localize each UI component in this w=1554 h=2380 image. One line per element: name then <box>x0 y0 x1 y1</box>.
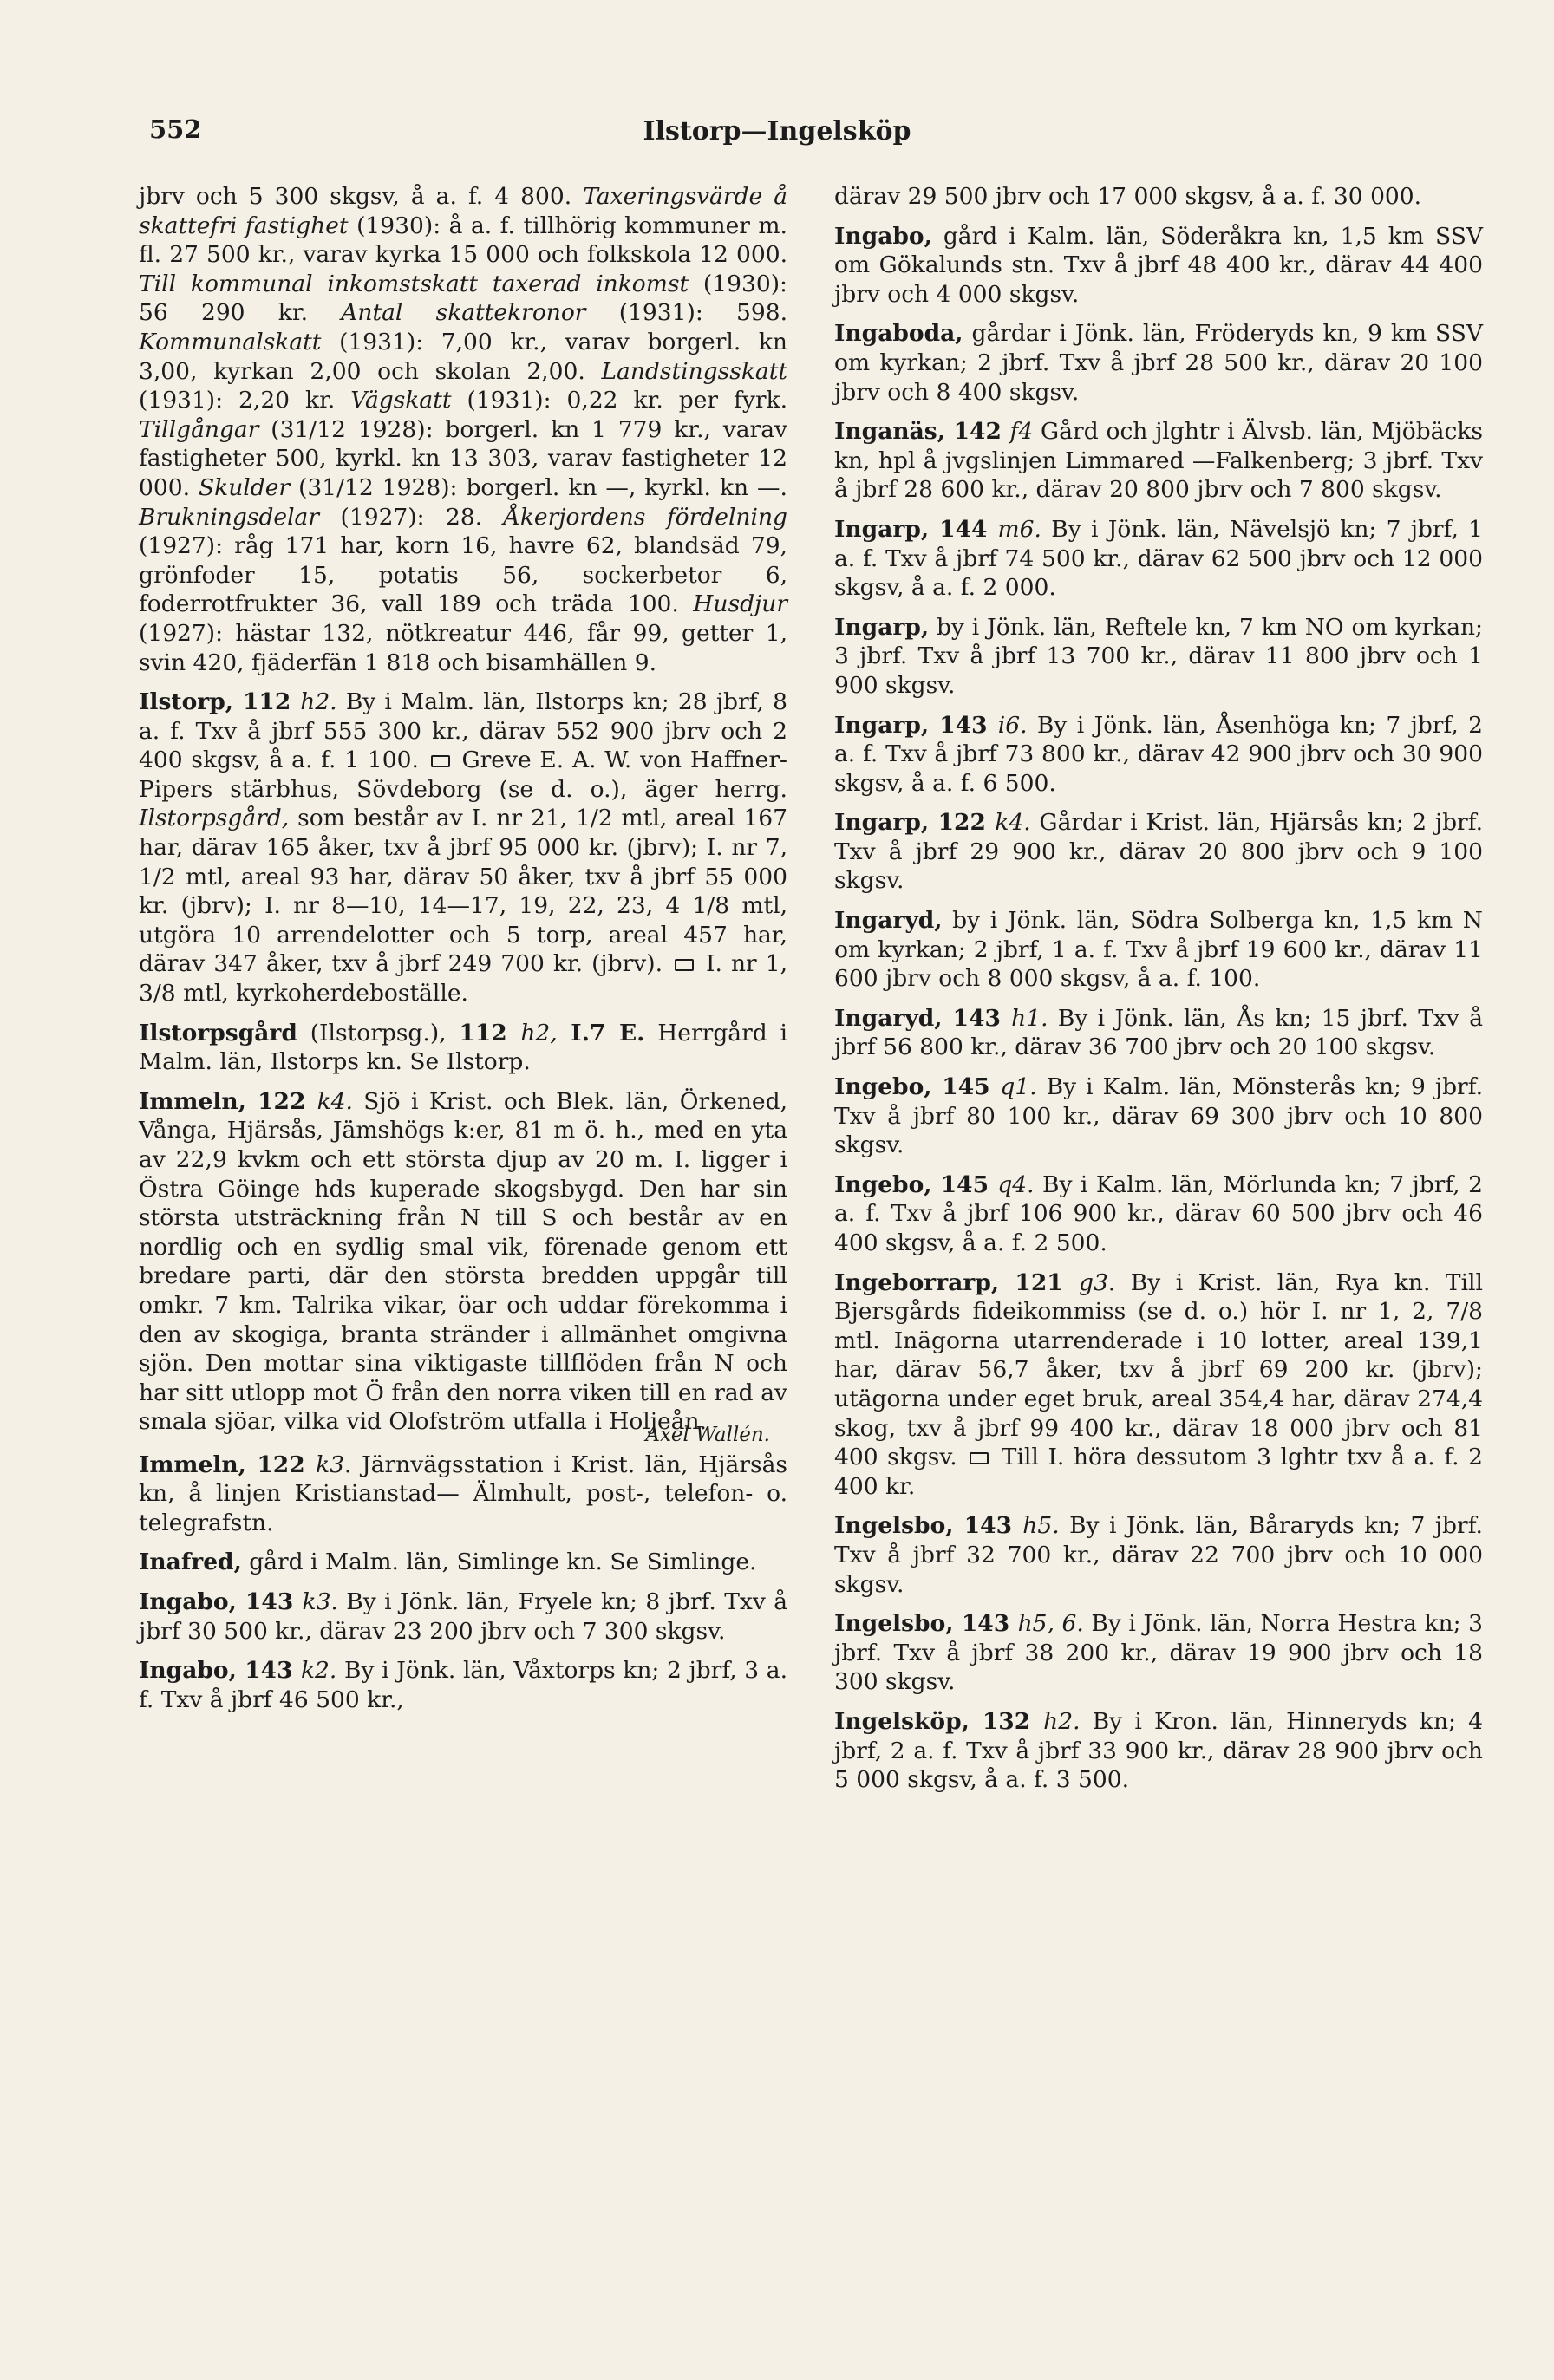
entry-headword: Ingelsbo, 143 <box>834 1512 1023 1540</box>
entry-headword: Ingarp, <box>834 613 930 641</box>
entry-text: (31/12 1928): borgerl. kn 1 779 kr., varav fastigheter 500, kyrkl. kn 13 303, varav fastigheter 12 000. <box>139 415 787 501</box>
entry-text: By i Malm. län, Ilstorps kn; 28 jbrf, 8 a. f. Txv å jbrf 555 300 kr., därav 552 900 jbrv och 2 400 skgsv, å a. f. 1 100. <box>139 688 787 774</box>
running-head: Ilstorp—Ingelsköp <box>643 116 911 147</box>
entry-italic-text: h2. <box>1043 1707 1081 1735</box>
entry-headword: Ingarp, 143 <box>834 711 998 739</box>
entry-text: gård i Kalm. län, Söderåkra kn, 1,5 km SSV om Gökalunds stn. Txv å jbrf 48 400 kr., därav 44 400 jbrv och 4 000 skgsv. <box>834 222 1483 308</box>
entry-headword: Immeln, 122 <box>139 1451 317 1478</box>
dictionary-entry <box>139 182 787 677</box>
entry-italic-text: f4 <box>1009 418 1034 446</box>
entry-text: By i Jönk. län, Fryele kn; 8 jbrf. Txv å jbrf 30 500 kr., därav 23 200 jbrv och 7 300 skgsv. <box>139 1588 788 1645</box>
entry-text: By i Jönk. län, Nävelsjö kn; 7 jbrf, 1 a. f. Txv å jbrf 74 500 kr., därav 62 500 jbrv och 12 000 skgsv, å a. f. 2 000. <box>834 515 1483 602</box>
dictionary-entry <box>834 1170 1483 1258</box>
entry-text: (1931): 0,22 kr. per fyrk. <box>451 387 787 414</box>
entry-text: Greve E. A. W. von Haffner-Pipers stärbhus, Sövdeborg (se d. o.), äger herrg. <box>139 747 787 803</box>
cross-reference-symbol-icon <box>970 1452 989 1464</box>
entry-italic-text: h1. <box>1011 1004 1048 1032</box>
entry-headword: Ilstorpsgård <box>139 1019 297 1047</box>
dictionary-entry <box>834 613 1483 701</box>
entry-italic-text: k2. <box>301 1657 337 1685</box>
dictionary-entry <box>834 1073 1483 1160</box>
entry-text: By i Jönk. län, Våxtorps kn; 2 jbrf, 3 a. f. Txv å jbrf 46 500 kr., <box>139 1657 787 1713</box>
entry-text: I. nr 1, 3/8 mtl, kyrkoherdeboställe. <box>139 950 787 1007</box>
entry-text: Sjö i Krist. och Blek. län, Örkened, Vånga, Hjärsås, Jämshögs k:er, 81 m ö. h., med en yta av 22,9 kvkm och ett största djup av 20 m. I. ligger i Östra Göinge hds kuperade skogsbygd. Den har sin största utsträckning från N till S och består av en nordlig och en sydlig smal vik, förenade genom ett bredare parti, där den största bredden uppgår till omkr. 7 km. Talrika vikar, öar och uddar förekomma i den av skogiga, branta stränder i allmänhet omgivna sjön. Den mottar sina viktigaste tillflöden från N och har sitt utlopp mot Ö från den norra viken till en rad av smala sjöar, vilka vid Olofström utfalla i Holjeån. <box>139 1087 787 1436</box>
dictionary-entry <box>834 1609 1483 1697</box>
entry-italic-text: g3. <box>1079 1268 1116 1296</box>
entry-text: (1930): 56 290 kr. <box>139 270 787 327</box>
entry-headword: Immeln, 122 <box>139 1087 317 1115</box>
dictionary-entry <box>139 1656 787 1714</box>
entry-text: By i Jönk. län, Åsenhöga kn; 7 jbrf, 2 a. f. Txv å jbrf 73 800 kr., därav 42 900 jbrv och 30 900 skgsv, å a. f. 6 500. <box>834 711 1483 797</box>
entry-text: jbrv och 5 300 skgsv, å a. f. 4 800. <box>139 183 584 210</box>
entry-text: Järnvägsstation i Krist. län, Hjärsås kn, å linjen Kristianstad— Älmhult, post-, telefon- o. telegrafstn. <box>139 1451 787 1536</box>
entry-text: By i Jönk. län, Norra Hestra kn; 3 jbrf. Txv å jbrf 38 200 kr., därav 19 900 jbrv och 18 300 skgsv. <box>834 1610 1483 1696</box>
entry-italic-text: Husdjur <box>693 590 787 618</box>
entry-text: (1931): 598. <box>585 299 788 327</box>
dictionary-entry <box>834 222 1483 310</box>
cross-reference-symbol-icon <box>431 755 450 767</box>
entry-italic-text: Skulder <box>199 473 291 501</box>
dictionary-entry <box>834 808 1483 896</box>
entry-headword: 112 <box>459 1019 521 1047</box>
author-signature: Axel Wallén. <box>645 1423 770 1446</box>
entry-text: (Ilstorpsg.), <box>297 1019 460 1047</box>
entry-text: Till I. höra dessutom 3 lghtr txv å a. f. 2 400 kr. <box>834 1444 1484 1500</box>
entry-italic-text: k3. <box>316 1451 352 1478</box>
dictionary-entry <box>139 1087 787 1437</box>
entry-text: (1931): 2,20 kr. <box>139 387 351 414</box>
entry-italic-text: Tillgångar <box>139 415 259 443</box>
dictionary-entry <box>834 1268 1483 1502</box>
entry-italic-text: Kommunalskatt <box>139 328 322 355</box>
entry-italic-text: h5, 6. <box>1017 1610 1084 1638</box>
entry-headword: Inganäs, 142 <box>834 418 1010 446</box>
entry-text: Herrgård i Malm. län, Ilstorps kn. Se Ilstorp. <box>139 1019 787 1076</box>
entry-headword: Ingelsbo, 143 <box>834 1610 1018 1638</box>
dictionary-entry <box>139 1451 787 1538</box>
entry-headword: Ingebo, 145 <box>834 1170 998 1198</box>
dictionary-entry <box>139 1588 787 1646</box>
entry-italic-text: h2, <box>520 1019 558 1047</box>
entry-text: By i Jönk. län, Båraryds kn; 7 jbrf. Txv å jbrf 32 700 kr., därav 22 700 jbrv och 10 000 skgsv. <box>834 1512 1483 1598</box>
entry-headword: Ingabo, 143 <box>139 1588 303 1615</box>
entry-headword: Ingabo, 143 <box>139 1657 301 1685</box>
entry-text: Gårdar i Krist. län, Hjärsås kn; 2 jbrf. Txv å jbrf 29 900 kr., därav 20 800 jbrv och 9 100 skgsv. <box>834 809 1483 895</box>
right-column <box>834 182 1483 1805</box>
entry-italic-text: Ilstorpsgård, <box>139 805 290 832</box>
entry-italic-text: q1. <box>1000 1073 1037 1101</box>
entry-headword: Ingaboda, <box>834 320 963 348</box>
entry-italic-text: Vägskatt <box>350 387 452 414</box>
entry-italic-text: m6. <box>997 515 1041 543</box>
entry-headword: Ingeborrarp, 121 <box>834 1268 1079 1296</box>
entry-italic-text: q4. <box>997 1170 1035 1198</box>
entry-text: By i Krist. län, Rya kn. Till Bjersgårds fideikommiss (se d. o.) hör I. nr 1, 2, 7/8 mtl. Inägorna utarrenderade i 10 lotter, areal 139,1 har, därav 56,7 åker, txv å jbrf 69 200 kr. (jbrv); utägorna under eget bruk, areal 354,4 har, därav 274,4 skog, txv å jbrf 99 400 kr., därav 18 000 jbrv och 81 400 skgsv. <box>834 1268 1483 1471</box>
entry-text: by i Jönk. län, Reftele kn, 7 km NO om kyrkan; 3 jbrf. Txv å jbrf 13 700 kr., därav 11 800 jbrv och 1 900 skgsv. <box>834 613 1483 699</box>
entry-italic-text: k3. <box>302 1588 338 1615</box>
entry-italic-text: h2. <box>300 688 337 716</box>
dictionary-entry <box>139 1548 787 1577</box>
entry-text: By i Kron. län, Hinneryds kn; 4 jbrf, 2 a. f. Txv å jbrf 33 900 kr., därav 28 900 jbrv och 5 000 skgsv, å a. f. 3 500. <box>834 1707 1484 1794</box>
dictionary-entry <box>834 906 1483 994</box>
entry-text: (1927): råg 171 har, korn 16, havre 62, blandsäd 79, grönfoder 15, potatis 56, sockerbetor 6, foderrotfrukter 36, vall 189 och träda 100. <box>139 532 787 618</box>
entry-headword: Ingarp, 122 <box>834 809 996 837</box>
entry-headword: Ingelsköp, 132 <box>834 1707 1044 1735</box>
entry-headword: I.7 E. <box>557 1019 645 1047</box>
entry-headword: Ingaryd, <box>834 907 943 935</box>
entry-text: (1931): 7,00 kr., varav borgerl. kn 3,00, kyrkan 2,00 och skolan 2,00. <box>139 328 787 385</box>
entry-text: därav 29 500 jbrv och 17 000 skgsv, å a. f. 30 000. <box>834 183 1422 210</box>
dictionary-entry <box>834 515 1483 603</box>
entry-headword: Inafred, <box>139 1549 242 1576</box>
entry-text: Gård och jlghtr i Älvsb. län, Mjöbäcks kn, hpl å jvgslinjen Limmared —Falkenberg; 3 jbrf. Txv å jbrf 28 600 kr., därav 20 800 jbrv och 7 800 skgsv. <box>834 418 1483 504</box>
page-number: 552 <box>149 114 202 144</box>
entry-text: By i Kalm. län, Mönsterås kn; 9 jbrf. Txv å jbrf 80 100 kr., därav 69 300 jbrv och 10 800 skgsv. <box>834 1073 1483 1159</box>
entry-italic-text: i6. <box>997 711 1028 739</box>
entry-text: By i Jönk. län, Ås kn; 15 jbrf. Txv å jbrf 56 800 kr., därav 36 700 jbrv och 20 100 skgsv. <box>834 1004 1483 1061</box>
entry-italic-text: Åkerjordens fördelning <box>503 503 787 531</box>
dictionary-entry <box>834 417 1483 505</box>
entry-headword: Ilstorp, 112 <box>139 688 301 716</box>
dictionary-entry <box>834 319 1483 407</box>
entry-headword: Ingarp, 144 <box>834 515 998 543</box>
entry-italic-text: Landstingsskatt <box>601 357 787 385</box>
entry-headword: Ingebo, 145 <box>834 1073 1001 1101</box>
entry-italic-text: Brukningsdelar <box>139 503 320 531</box>
entry-text: (1927): 28. <box>319 503 504 531</box>
dictionary-entry <box>139 1019 787 1077</box>
entry-text: (1927): hästar 132, nötkreatur 446, får 99, getter 1, svin 420, fjäderfän 1 818 och bisamhällen 9. <box>139 619 787 676</box>
entry-text: by i Jönk. län, Södra Solberga kn, 1,5 km N om kyrkan; 2 jbrf, 1 a. f. Txv å jbrf 19 600 kr., därav 11 600 jbrv och 8 000 skgsv, å a. f. 100. <box>834 907 1483 993</box>
entry-text: gårdar i Jönk. län, Fröderyds kn, 9 km SSV om kyrkan; 2 jbrf. Txv å jbrf 28 500 kr., därav 20 100 jbrv och 8 400 skgsv. <box>834 320 1483 406</box>
dictionary-entry <box>834 711 1483 799</box>
cross-reference-symbol-icon <box>675 959 694 971</box>
entry-italic-text: Till kommunal inkomstskatt taxerad inkomst <box>139 270 689 297</box>
dictionary-entry <box>834 1707 1483 1795</box>
entry-headword: Ingaryd, 143 <box>834 1004 1012 1032</box>
entry-italic-text: k4. <box>995 809 1031 837</box>
left-column <box>139 182 787 1725</box>
entry-italic-text: k4. <box>317 1087 353 1115</box>
dictionary-entry <box>834 1511 1483 1599</box>
dictionary-entry <box>834 182 1483 212</box>
entry-text: som består av I. nr 21, 1/2 mtl, areal 167 har, därav 165 åker, txv å jbrf 95 000 kr. (jbrv); I. nr 7, 1/2 mtl, areal 93 har, därav 50 åker, txv å jbrf 55 000 kr. (jbrv); I. nr 8—10, 14—17, 19, 22, 23, 4 1/8 mtl, utgöra 10 arrendelotter och 5 torp, areal 457 har, därav 347 åker, txv å jbrf 249 700 kr. (jbrv). <box>139 805 787 978</box>
dictionary-entry <box>139 688 787 1008</box>
entry-text: (1930): å a. f. tillhörig kommuner m. fl. 27 500 kr., varav kyrka 15 000 och folkskola 12 000. <box>139 212 787 269</box>
entry-italic-text: Taxeringsvärde å skattefri fastighet <box>139 183 787 239</box>
entry-italic-text: h5. <box>1022 1512 1060 1540</box>
entry-text: gård i Malm. län, Simlinge kn. Se Simlinge. <box>241 1549 757 1576</box>
entry-text: (31/12 1928): borgerl. kn —, kyrkl. kn —. <box>290 473 787 501</box>
entry-italic-text: Antal skattekronor <box>341 299 586 327</box>
entry-text: By i Kalm. län, Mörlunda kn; 7 jbrf, 2 a. f. Txv å jbrf 106 900 kr., därav 60 500 jbrv och 46 400 skgsv, å a. f. 2 500. <box>834 1170 1483 1256</box>
dictionary-entry <box>834 1004 1483 1062</box>
entry-headword: Ingabo, <box>834 222 932 250</box>
